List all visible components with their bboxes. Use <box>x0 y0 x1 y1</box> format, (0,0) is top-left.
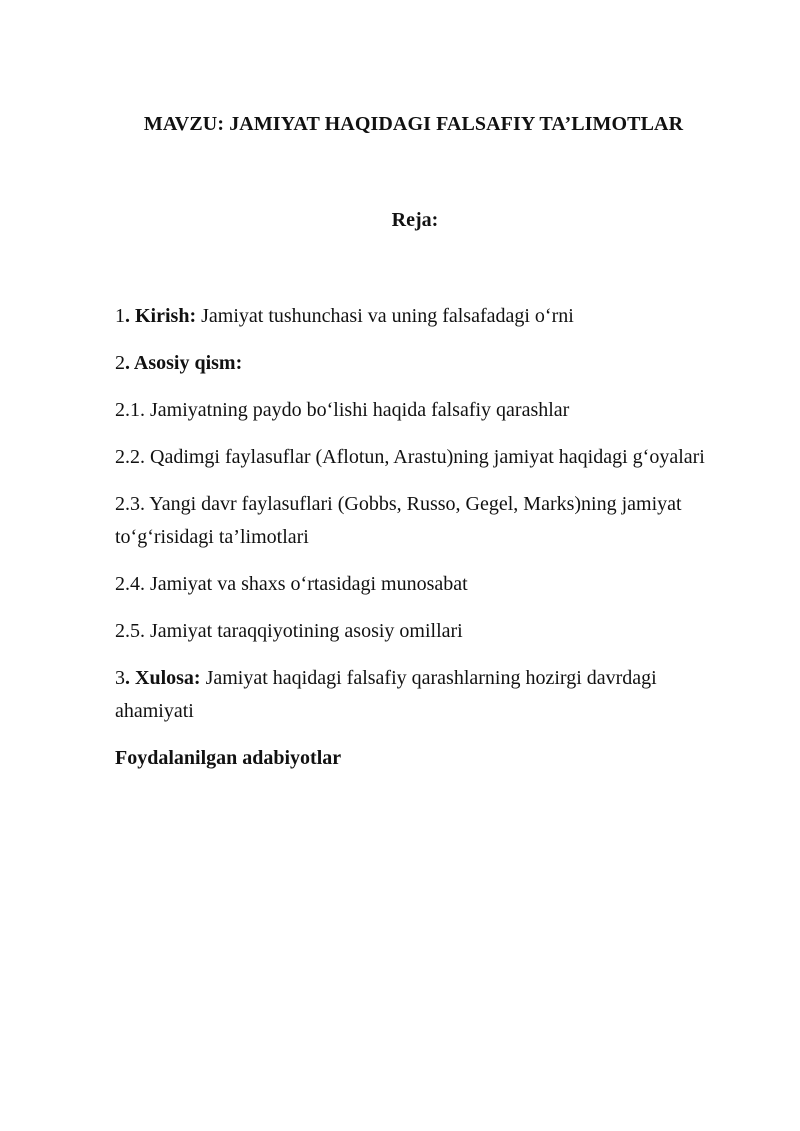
plan-subitem-2-2: 2.2. Qadimgi faylasuflar (Aflotun, Arastu)ning jamiyat haqidagi g‘oyalari <box>115 446 705 468</box>
item-separator: . <box>125 667 135 689</box>
plan-list <box>115 300 725 789</box>
references-heading: Foydalanilgan adabiyotlar <box>115 747 342 769</box>
plan-item-intro <box>115 300 725 333</box>
plan-item-main <box>115 347 725 380</box>
item-text: Jamiyat tushunchasi va uning falsafadagi o‘rni <box>196 305 574 327</box>
item-label: Kirish: <box>135 305 197 327</box>
plan-subitem-2-1: 2.1. Jamiyatning paydo bo‘lishi haqida falsafiy qarashlar <box>115 399 570 421</box>
item-text: Jamiyat haqidagi falsafiy qarashlarning hozirgi davrdagi ahamiyati <box>115 667 657 722</box>
item-number: 3 <box>115 667 125 689</box>
plan-heading: Reja: <box>391 209 439 231</box>
plan-item-conclusion <box>115 662 725 728</box>
plan-subitem-2-4: 2.4. Jamiyat va shaxs o‘rtasidagi munosabat <box>115 573 468 595</box>
document-title: MAVZU: JAMIYAT HAQIDAGI FALSAFIY TA’LIMOTLAR <box>143 113 684 135</box>
item-number: 2 <box>115 352 125 374</box>
item-label: Asosiy qism: <box>133 352 243 374</box>
item-label: Xulosa: <box>135 667 201 689</box>
plan-subitem-2-3: 2.3. Yangi davr faylasuflari (Gobbs, Russo, Gegel, Marks)ning jamiyat to‘g‘risidagi ta’limotlari <box>115 493 682 548</box>
item-separator: . <box>125 305 135 327</box>
item-number: 1 <box>115 305 125 327</box>
item-separator: . <box>125 352 134 374</box>
plan-subitem-2-5: 2.5. Jamiyat taraqqiyotining asosiy omillari <box>115 620 463 642</box>
